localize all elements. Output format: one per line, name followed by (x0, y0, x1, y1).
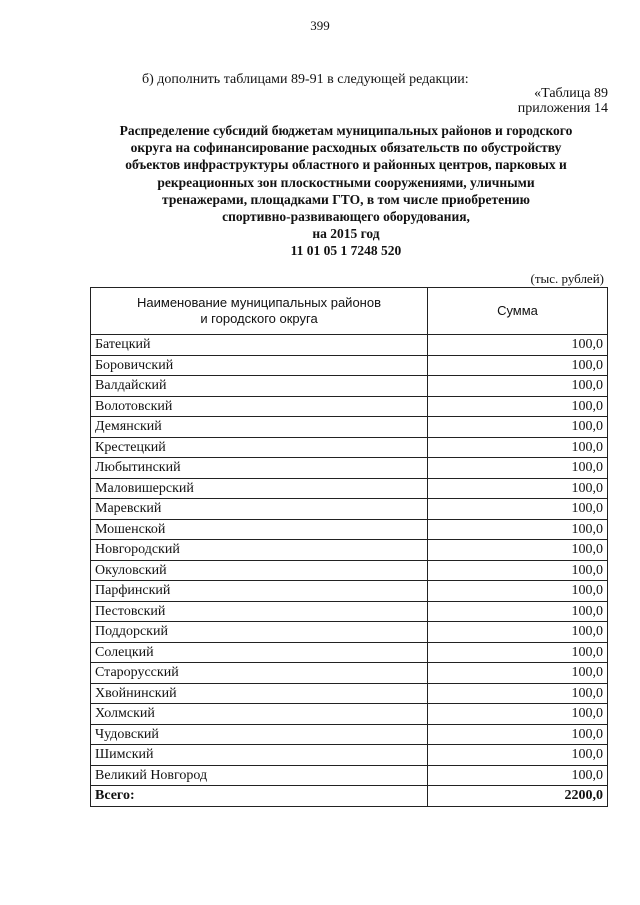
table-body (91, 335, 608, 807)
table-row (91, 642, 608, 663)
district-sum: 100,0 (428, 396, 608, 417)
district-sum: 100,0 (428, 560, 608, 581)
header-name-line2: и городского округа (200, 311, 318, 326)
table-reference-line2: приложения 14 (517, 101, 608, 116)
header-name-line1: Наименование муниципальных районов (137, 295, 381, 310)
table-row (91, 765, 608, 786)
table-row (91, 335, 608, 356)
district-sum: 100,0 (428, 478, 608, 499)
table-row (91, 458, 608, 479)
district-sum: 100,0 (428, 540, 608, 561)
district-name: Парфинский (91, 581, 428, 602)
table-reference-line1: «Таблица 89 (534, 86, 608, 101)
district-name: Холмский (91, 704, 428, 725)
table-header-row (91, 288, 608, 335)
units-label: (тыс. рублей) (530, 271, 604, 286)
total-row (91, 786, 608, 807)
table-row (91, 478, 608, 499)
district-sum: 100,0 (428, 458, 608, 479)
district-sum: 100,0 (428, 622, 608, 643)
district-name: Великий Новгород (91, 765, 428, 786)
table-row (91, 417, 608, 438)
district-name: Маревский (91, 499, 428, 520)
table-row (91, 724, 608, 745)
table-row (91, 683, 608, 704)
table-row (91, 663, 608, 684)
table-row (91, 704, 608, 725)
district-sum: 100,0 (428, 601, 608, 622)
document-title (80, 122, 612, 260)
table-row (91, 499, 608, 520)
district-sum: 100,0 (428, 642, 608, 663)
district-name: Хвойнинский (91, 683, 428, 704)
district-name: Окуловский (91, 560, 428, 581)
table-row (91, 622, 608, 643)
district-name: Старорусский (91, 663, 428, 684)
district-sum: 100,0 (428, 376, 608, 397)
district-name: Новгородский (91, 540, 428, 561)
table-reference (518, 86, 608, 116)
title-code: 11 01 05 1 7248 520 (290, 243, 402, 259)
title-line: тренажерами, площадками ГТО, в том числе приобретению (162, 191, 530, 207)
district-sum: 100,0 (428, 355, 608, 376)
district-name: Валдайский (91, 376, 428, 397)
total-sum: 2200,0 (428, 786, 608, 807)
table-row (91, 540, 608, 561)
district-name: Боровичский (91, 355, 428, 376)
table-row (91, 745, 608, 766)
table-row (91, 601, 608, 622)
header-sum: Сумма (428, 288, 608, 335)
district-name: Чудовский (91, 724, 428, 745)
title-line: рекреационных зон плоскостными сооружениями, уличными (157, 174, 535, 190)
header-name (91, 288, 428, 335)
title-line: Распределение субсидий бюджетам муниципальных районов и городского (119, 123, 573, 138)
title-line: на 2015 год (312, 226, 380, 242)
total-label: Всего: (91, 786, 428, 807)
district-name: Крестецкий (91, 437, 428, 458)
title-line: объектов инфраструктуры областного и районных центров, парковых и (125, 157, 567, 173)
district-sum: 100,0 (428, 745, 608, 766)
district-sum: 100,0 (428, 704, 608, 725)
district-sum: 100,0 (428, 417, 608, 438)
table-row (91, 355, 608, 376)
intro-text: б) дополнить таблицами 89-91 в следующей редакции: (142, 72, 469, 87)
district-sum: 100,0 (428, 663, 608, 684)
table-row (91, 396, 608, 417)
district-sum: 100,0 (428, 499, 608, 520)
table-row (91, 519, 608, 540)
table-row (91, 376, 608, 397)
district-name: Пестовский (91, 601, 428, 622)
district-sum: 100,0 (428, 581, 608, 602)
district-sum: 100,0 (428, 335, 608, 356)
title-line: округа на софинансирование расходных обязательств по обустройству (130, 140, 562, 156)
district-name: Шимский (91, 745, 428, 766)
table-row (91, 437, 608, 458)
district-name: Поддорский (91, 622, 428, 643)
district-name: Маловишерский (91, 478, 428, 499)
district-sum: 100,0 (428, 724, 608, 745)
table-row (91, 560, 608, 581)
district-name: Батецкий (91, 335, 428, 356)
district-name: Волотовский (91, 396, 428, 417)
district-name: Солецкий (91, 642, 428, 663)
district-name: Демянский (91, 417, 428, 438)
subsidy-table (90, 287, 608, 807)
title-line: спортивно-развивающего оборудования, (222, 209, 470, 225)
district-sum: 100,0 (428, 437, 608, 458)
district-name: Мошенской (91, 519, 428, 540)
district-sum: 100,0 (428, 765, 608, 786)
page-number: 399 (310, 18, 330, 33)
table-row (91, 581, 608, 602)
district-name: Любытинский (91, 458, 428, 479)
district-sum: 100,0 (428, 683, 608, 704)
district-sum: 100,0 (428, 519, 608, 540)
